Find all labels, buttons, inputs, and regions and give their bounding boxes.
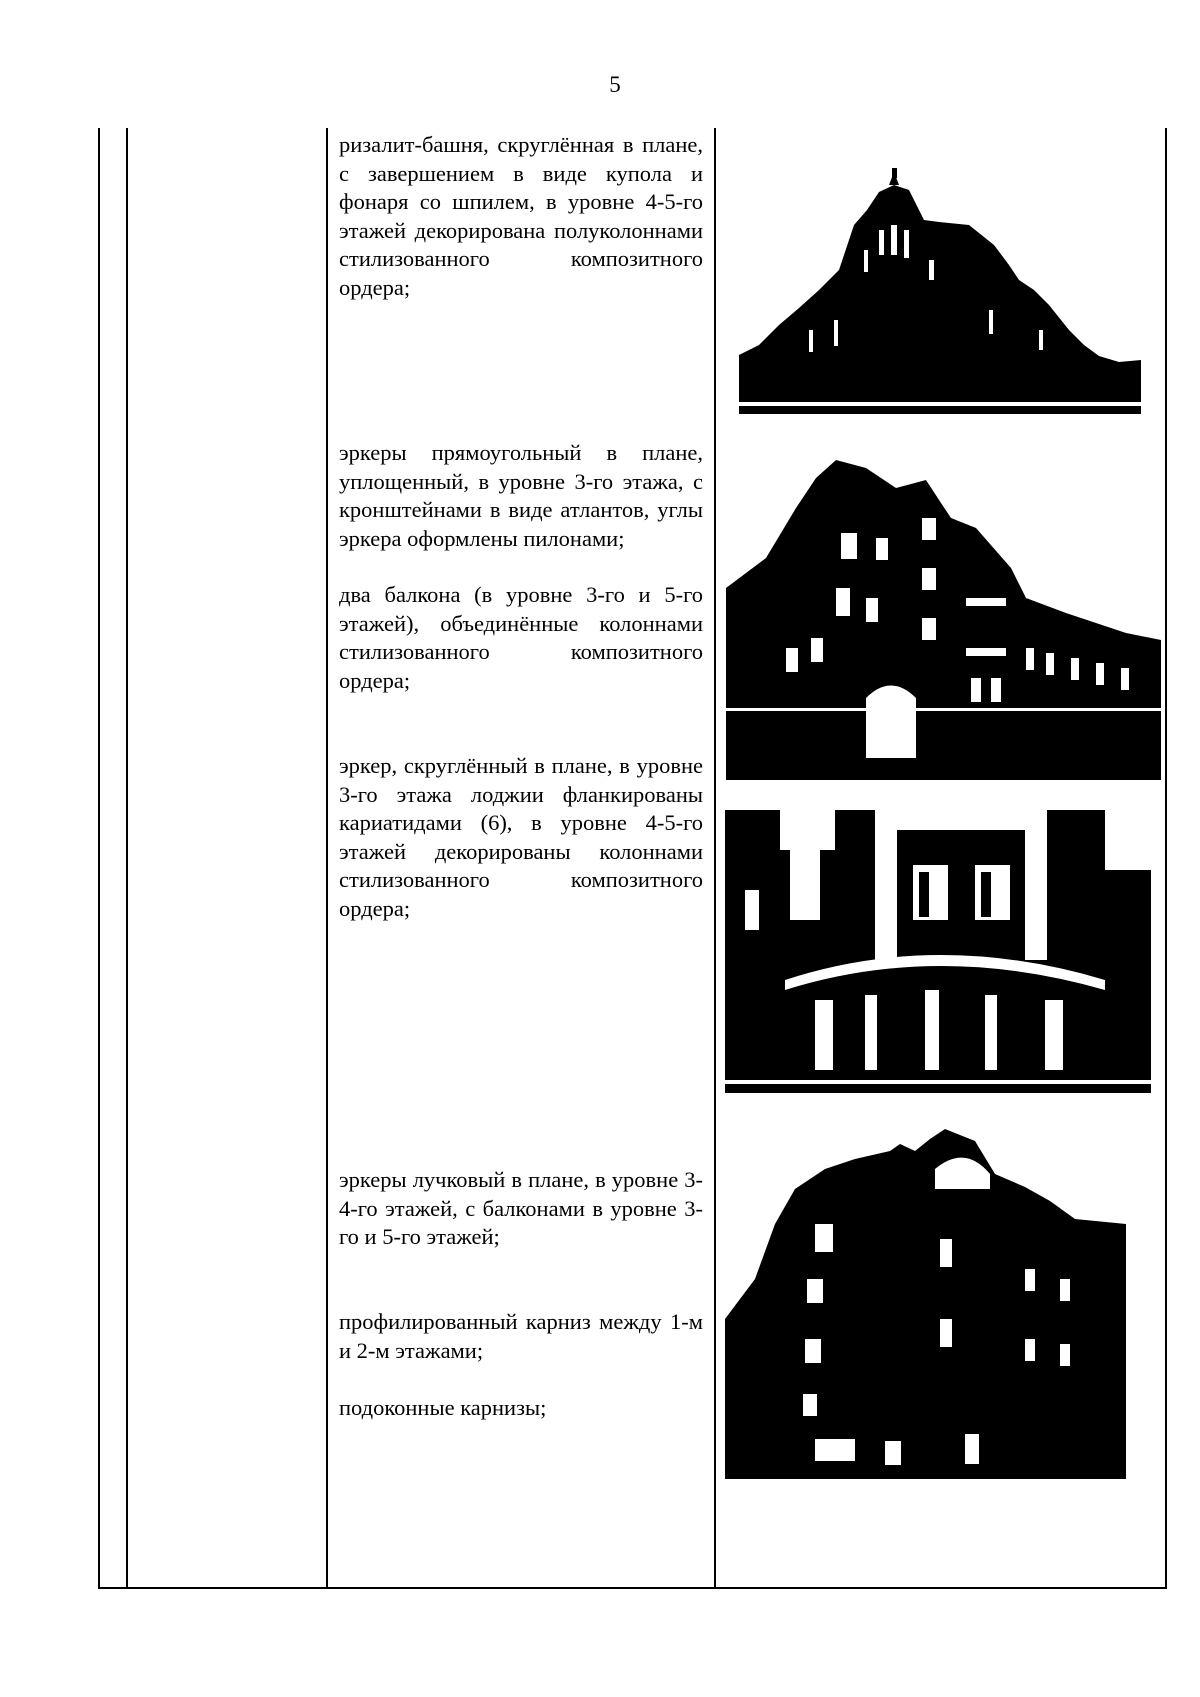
item-segmental-bay: эркеры лучковый в плане, в уровне 3-4-го этажей, с балконами в уровне 3-го и 5-го этажей; [339, 1167, 703, 1249]
photo-building-corner [726, 448, 1161, 780]
item-tower-risalit: ризалит-башня, скруглённая в плане, с завершением в виде купола и фонаря со шпилем, в уровне 4-5-го этажей декорирована полуколоннами стилизованного композитного ордера; [339, 132, 703, 300]
item-profiled-cornice: профилированный карниз между 1-м и 2-м этажами; [339, 1309, 703, 1363]
item-two-balconies: два балкона (в уровне 3-го и 5-го этажей), объединённые колоннами стилизованного композитного ордера; [339, 582, 703, 693]
photo-arched-bay [725, 1129, 1126, 1479]
photo-rounded-bay [725, 810, 1151, 1093]
photo-tower-dome [739, 130, 1141, 414]
item-sill-cornices: подоконные карнизы; [339, 1395, 547, 1420]
item-rounded-bay: эркер, скруглённый в плане, в уровне 3-го этажа лоджии фланкированы кариатидами (6), в уровне 4-5-го этажей декорированы колоннами стилизованного композитного ордера; [339, 753, 703, 921]
page-number: 5 [609, 72, 621, 97]
item-rectangular-bay: эркеры прямоугольный в плане, уплощенный, в уровне 3-го этажа, с кронштейнами в виде атлантов, углы эркера оформлены пилонами; [339, 440, 703, 551]
